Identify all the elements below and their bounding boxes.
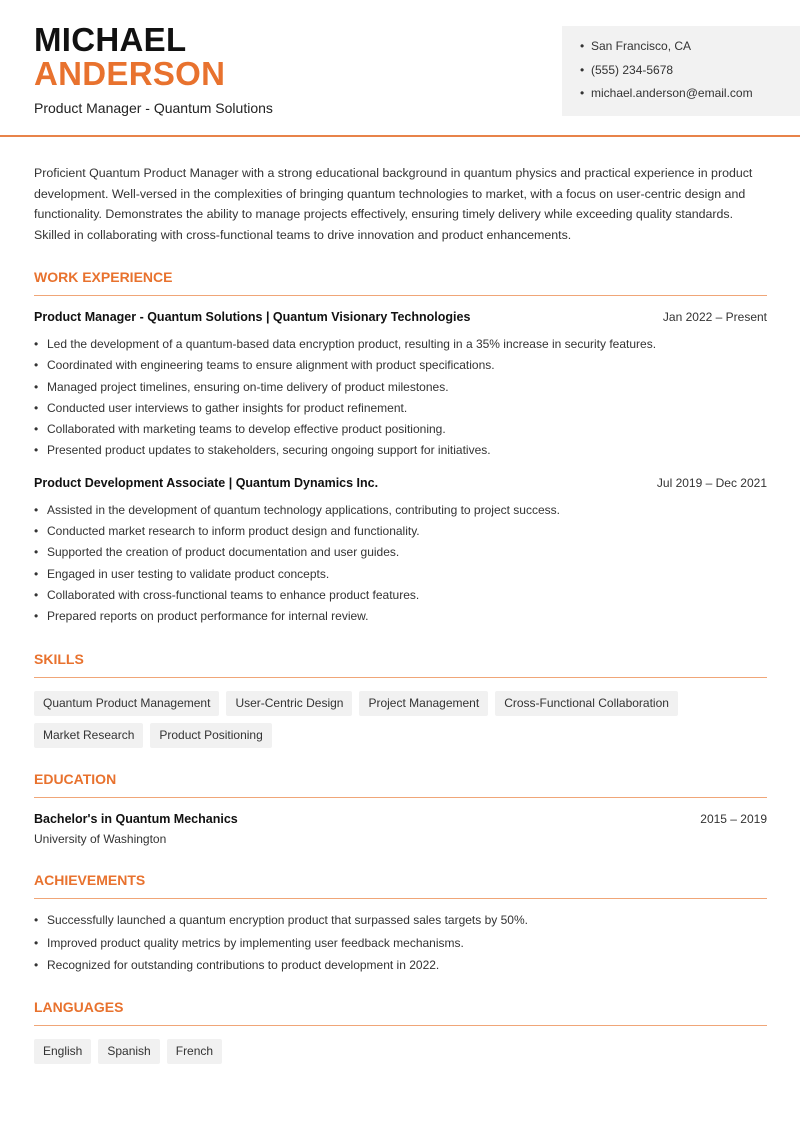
list-item: • Coordinated with engineering teams to ensure alignment with product specifications. [34,355,767,376]
contact-location: • San Francisco, CA [580,38,800,62]
list-item: • Assisted in the development of quantum technology applications, contributing to project success. [34,500,767,521]
skill-tag: User-Centric Design [226,691,352,716]
job-entry-1 [34,310,767,328]
contact-phone: • (555) 234-5678 [580,62,800,86]
language-tag: Spanish [98,1039,159,1064]
job-bullets [34,500,767,628]
job-entry-2 [34,476,767,494]
profile-summary: Proficient Quantum Product Manager with a strong educational background in quantum physics and practical experience in product development. Well-versed in the complexities of bringing quantum technologies to market, with a focus on user-centric design and functionality. Demonstrates the ability to manage projects effectively, ensuring timely delivery while exceeding quality standards. Skilled in collaborating with cross-functional teams to drive innovation and product enhancements. [34,166,753,242]
skills-tags [34,691,767,755]
skill-tag: Project Management [359,691,488,716]
last-name: ANDERSON [34,55,226,92]
list-item: • Managed project timelines, ensuring on-time delivery of product milestones. [34,377,767,398]
list-item: • Engaged in user testing to validate product concepts. [34,564,767,585]
work-experience-section [34,268,767,628]
skill-tag: Cross-Functional Collaboration [495,691,678,716]
language-tags [34,1039,767,1071]
list-item: • Supported the creation of product documentation and user guides. [34,542,767,563]
job-dates: Jan 2022 – Present [662,310,767,324]
school-name: University of Washington [34,832,167,846]
first-name: MICHAEL [34,21,187,58]
list-item: • Successfully launched a quantum encryption product that surpassed sales targets by 50%. [34,909,767,932]
skill-tag: Quantum Product Management [34,691,219,716]
list-item: • Prepared reports on product performance for internal review. [34,606,767,627]
degree-name: Bachelor's in Quantum Mechanics [34,812,238,826]
language-tag: English [34,1039,91,1064]
education-entry [34,812,767,830]
achievement-bullets [34,909,767,977]
job-role: Product Development Associate | Quantum Dynamics Inc. [34,475,379,490]
list-item: • Recognized for outstanding contributions to product development in 2022. [34,954,767,977]
section-title-education: EDUCATION [34,770,767,798]
section-title-languages: LANGUAGES [34,998,767,1026]
skills-section [34,650,767,755]
job-bullets [34,334,767,462]
education-section [34,770,767,846]
job-role: Product Manager - Quantum Solutions | Quantum Visionary Technologies [34,310,471,324]
section-title-achievements: ACHIEVEMENTS [34,871,767,899]
contact-box [562,26,800,116]
languages-section [34,998,767,1071]
education-dates: 2015 – 2019 [700,812,767,826]
contact-email: • michael.anderson@email.com [580,85,800,109]
skill-tag: Market Research [34,723,143,748]
achievements-section [34,871,767,977]
job-title: Product Manager - Quantum Solutions [34,100,273,116]
section-title-work: WORK EXPERIENCE [34,268,767,296]
list-item: • Led the development of a quantum-based data encryption product, resulting in a 35% increase in security features. [34,334,767,355]
language-tag: French [167,1039,222,1064]
resume-header [0,0,800,137]
list-item: • Conducted market research to inform product design and functionality. [34,521,767,542]
skill-tag: Product Positioning [150,723,271,748]
section-title-skills: SKILLS [34,650,767,678]
list-item: • Collaborated with marketing teams to develop effective product positioning. [34,419,767,440]
job-dates: Jul 2019 – Dec 2021 [656,475,767,490]
list-item: • Collaborated with cross-functional teams to enhance product features. [34,585,767,606]
list-item: • Conducted user interviews to gather insights for product refinement. [34,398,767,419]
list-item: • Presented product updates to stakeholders, securing ongoing support for initiatives. [34,440,767,461]
list-item: • Improved product quality metrics by implementing user feedback mechanisms. [34,932,767,955]
